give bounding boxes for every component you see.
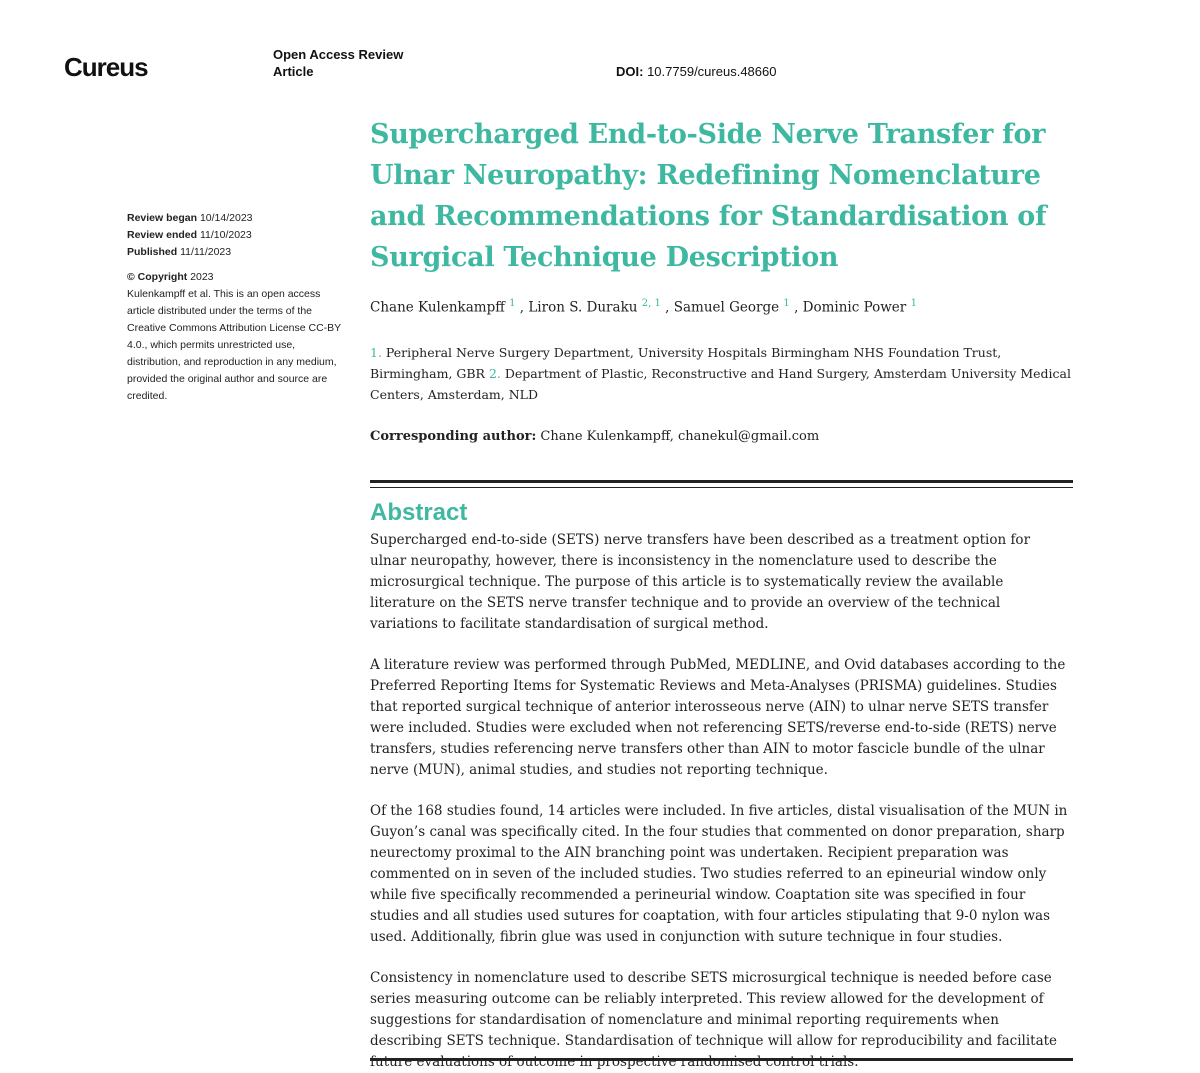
author-affiliation-ref[interactable]: 1 <box>910 298 917 309</box>
author-name[interactable]: Chane Kulenkampff <box>370 299 505 316</box>
article-main <box>370 114 1086 1073</box>
abstract-paragraph: Consistency in nomenclature used to describe SETS microsurgical technique is needed before case series measuring outcome can be reliably interpreted. This review allowed for the development of suggestions for standardisation of nomenclature and minimal reporting requirements when describing SETS technique. Standardisation of technique will allow for reproducibility and facilitate future evaluations of outcome in prospective randomised control trials. <box>370 969 1058 1070</box>
author-affiliation-ref[interactable]: 2, 1 <box>641 298 661 309</box>
review-began-date: 10/14/2023 <box>199 212 253 224</box>
published-row <box>127 244 342 261</box>
article-type-label: Open Access Review Article <box>273 47 404 79</box>
review-began-label: Review began <box>127 212 198 224</box>
author-separator: , <box>660 299 674 316</box>
corresponding-value[interactable]: Chane Kulenkampff, chanekul@gmail.com <box>540 428 820 444</box>
review-ended-label: Review ended <box>127 229 198 241</box>
copyright-block <box>127 269 342 405</box>
author-separator: , <box>515 299 529 316</box>
published-date: 11/11/2023 <box>180 246 232 258</box>
review-ended-date: 11/10/2023 <box>199 229 252 241</box>
affiliation-number: 1. <box>370 344 382 360</box>
corresponding-author <box>370 427 1086 447</box>
abstract-heading: Abstract <box>370 498 468 526</box>
license-text: Kulenkampff et al. This is an open access article distributed under the terms of the Creative Commons Attribution License CC-BY 4.0., which permits unrestricted use, distribution, and reproduction in any medium, provided the original author and source are credited. <box>127 288 341 402</box>
abstract-paragraph: Supercharged end-to-side (SETS) nerve transfers have been described as a treatment option for ulnar neuropathy, however, there is inconsistency in the nomenclature used to describe the microsurgical technique. The purpose of this article is to systematically review the available literature on the SETS nerve transfer technique and to provide an overview of the technical variations to facilitate standardisation of surgical method. <box>370 531 1031 632</box>
author-affiliation-ref[interactable]: 1 <box>783 298 790 309</box>
review-began-row <box>127 210 342 227</box>
review-ended-row <box>127 227 342 244</box>
copyright-year: 2023 <box>190 271 214 283</box>
author-name[interactable]: Liron S. Duraku <box>528 299 638 316</box>
affiliation-number: 2. <box>488 365 501 381</box>
author-name[interactable]: Samuel George <box>673 299 780 316</box>
article-metadata-sidebar <box>127 210 342 405</box>
abstract-paragraph: A literature review was performed through PubMed, MEDLINE, and Ovid databases according to the Preferred Reporting Items for Systematic Reviews and Meta-Analyses (PRISMA) guidelines. Studies that reported surgical technique of anterior interosseous nerve (AIN) to ulnar nerve SETS transfer were included. Studies were excluded when not referencing SETS/reverse end-to-side (RETS) nerve transfers, studies referencing nerve transfers other than AIN to motor fascicle bundle of the ulnar nerve (MUN), animal studies, and studies not reporting technique. <box>370 656 1066 778</box>
corresponding-label: Corresponding author: <box>370 428 537 444</box>
section-divider-bottom <box>370 1058 1073 1063</box>
section-divider <box>370 480 1073 488</box>
author-list <box>370 294 1086 318</box>
affiliations <box>370 342 1086 405</box>
affiliation-text: Peripheral Nerve Surgery Department, University Hospitals Birmingham NHS Foundation Trust, Birmingham, GBR <box>370 344 1002 381</box>
doi <box>616 64 776 79</box>
journal-logo[interactable]: Cureus <box>64 52 148 82</box>
copyright-label: © Copyright <box>127 271 188 283</box>
article-title: Supercharged End-to-Side Nerve Transfer for Ulnar Neuropathy: Redefining Nomenclature and Recommendations for Standardisation of Surgical Technique Description <box>370 119 1047 273</box>
author-affiliation-ref[interactable]: 1 <box>509 298 516 309</box>
affiliation-text: Department of Plastic, Reconstructive and Hand Surgery, Amsterdam University Medical Centers, Amsterdam, NLD <box>370 365 1071 402</box>
abstract-paragraph: Of the 168 studies found, 14 articles were included. In five articles, distal visualisation of the MUN in Guyon’s canal was specifically cited. In the four studies that commented on donor preparation, sharp neurectomy proximal to the AIN branching point was undertaken. Recipient preparation was commented on in seven of the included studies. Two studies referred to an epineurial window only while five specifically recommended a perineurial window. Coaptation site was specified in four studies and all studies used sutures for coaptation, with four articles stipulating that 9-0 nylon was used. Additionally, fibrin glue was used in conjunction with suture technique in four studies. <box>370 802 1068 945</box>
doi-label: DOI: <box>616 64 644 79</box>
doi-value[interactable]: 10.7759/cureus.48660 <box>647 64 777 79</box>
author-name[interactable]: Dominic Power <box>802 299 907 316</box>
published-label: Published <box>127 246 178 258</box>
author-separator: , <box>789 299 803 316</box>
